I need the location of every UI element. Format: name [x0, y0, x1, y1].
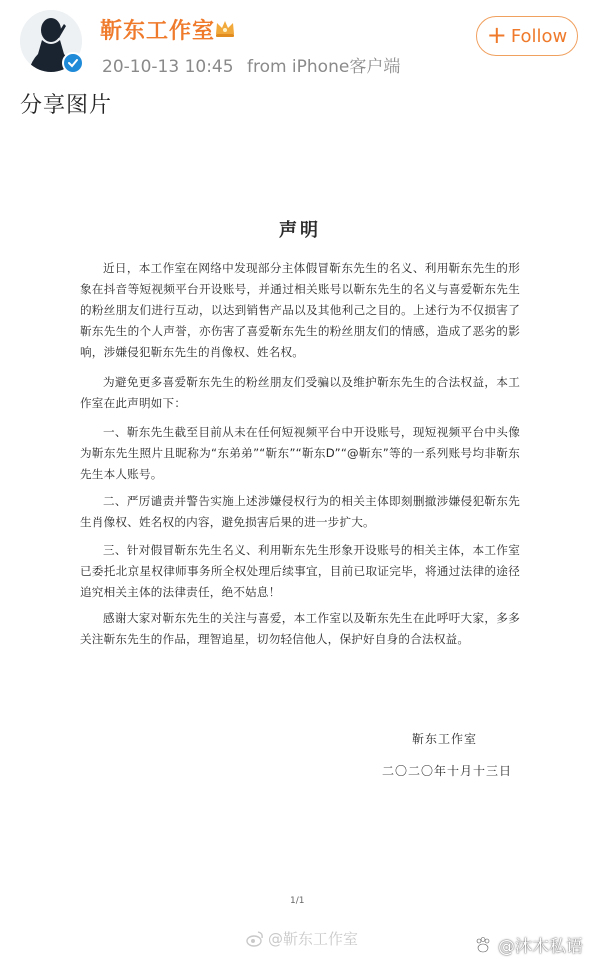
statement-paragraph: 三、针对假冒靳东先生名义、利用靳东先生形象开设账号的相关主体，本工作室已委托北京星权律师事务所全权处理后续事宜，目前已取证完毕，将通过法律的途径追究相关主体的法律责任，绝不姑息！ [80, 543, 520, 599]
post-text: 分享图片 [20, 93, 113, 118]
statement-title: 声明 [279, 220, 321, 241]
center-watermark [246, 928, 358, 949]
post-timestamp: 20-10-13 10:45 [102, 57, 234, 77]
corner-watermark [474, 932, 583, 957]
corner-watermark-text: @沐木私语 [498, 937, 583, 957]
statement-date: 二〇二〇年十月十三日 [382, 764, 513, 778]
post-source: from iPhone客户端 [246, 57, 401, 77]
statement-paragraph: 为避免更多喜爱靳东先生的粉丝朋友们受骗以及维护靳东先生的合法权益，本工作室在此声明如下： [80, 375, 520, 410]
statement-image[interactable] [80, 170, 520, 910]
statement-signer: 靳东工作室 [412, 732, 478, 746]
post-meta [102, 52, 400, 77]
statement-paragraph: 一、靳东先生截至目前从未在任何短视频平台中开设账号，现短视频平台中头像为靳东先生照片且昵称为“东弟弟”“靳东”“靳东D”“@靳东”等的一系列账号均非靳东先生本人账号。 [80, 425, 520, 481]
plus-icon: + [486, 21, 507, 49]
weibo-logo-icon [246, 930, 264, 948]
statement-paragraph: 二、严厉谴责并警告实施上述涉嫌侵权行为的相关主体即刻删撤涉嫌侵犯靳东先生肖像权、姓名权的内容，避免损害后果的进一步扩大。 [80, 494, 520, 529]
crown-icon [214, 18, 236, 38]
center-watermark-text: @靳东工作室 [268, 930, 359, 948]
statement-paragraph: 感谢大家对靳东先生的关注与喜爱，本工作室以及靳东先生在此呼吁大家，多多关注靳东先生的作品，理智追星，切勿轻信他人，保护好自身的合法权益。 [80, 611, 520, 646]
follow-button[interactable] [476, 16, 578, 56]
post-header [0, 0, 600, 80]
page-number: 1/1 [290, 896, 305, 906]
verified-badge-icon [62, 52, 84, 74]
username[interactable]: 靳东工作室 [100, 19, 216, 44]
follow-label: Follow [510, 25, 568, 47]
statement-paragraph: 近日，本工作室在网络中发现部分主体假冒靳东先生的名义、利用靳东先生的形象在抖音等短视频平台开设账号，并通过相关账号以靳东先生的名义与喜爱靳东先生的粉丝朋友们进行互动，以达到销售产品以及其他利己之目的。上述行为不仅损害了靳东先生的个人声誉，亦伤害了喜爱靳东先生的粉丝朋友们的情感，造成了恶劣的影响，涉嫌侵犯靳东先生的肖像权、姓名权。 [80, 261, 520, 359]
paw-icon [474, 936, 492, 954]
